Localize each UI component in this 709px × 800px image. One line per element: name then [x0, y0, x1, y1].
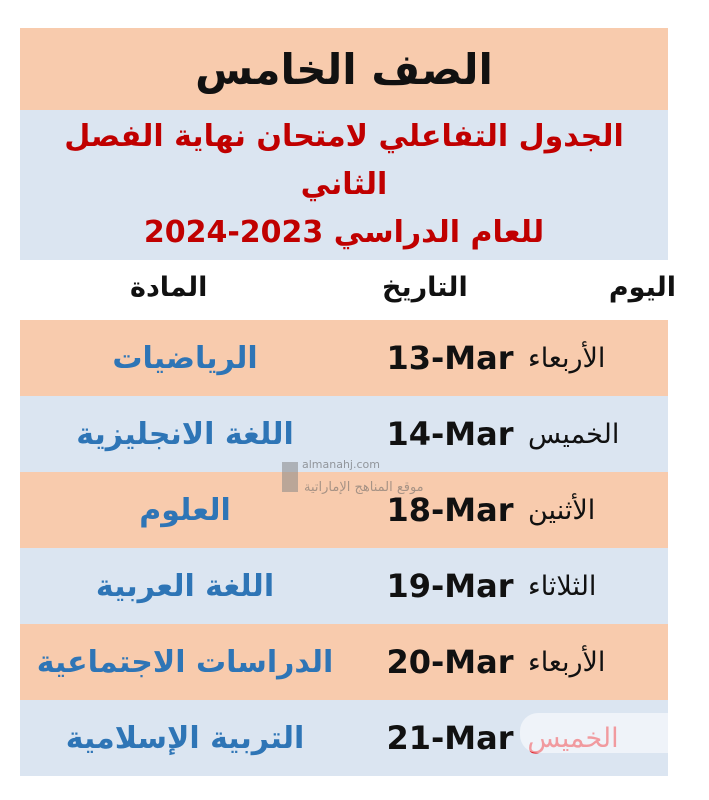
subject-cell: الرياضيات	[112, 340, 258, 376]
table-row	[20, 548, 668, 624]
column-header-day: اليوم	[608, 272, 676, 303]
subject-cell: اللغة الانجليزية	[76, 416, 294, 452]
date-cell: 20-Mar	[386, 643, 514, 681]
title-line-1: الجدول التفاعلي لامتحان نهاية الفصل الثاني	[64, 119, 624, 202]
watermark-url: almanahj.com	[302, 458, 380, 471]
subject-cell: التربية الإسلامية	[65, 720, 305, 756]
column-header-subject: المادة	[130, 272, 208, 303]
table-row	[20, 320, 668, 396]
date-cell: 13-Mar	[386, 339, 514, 377]
table-row	[20, 624, 668, 700]
column-header-date: التاريخ	[382, 272, 468, 303]
table-header	[20, 260, 676, 320]
date-cell: 19-Mar	[386, 567, 514, 605]
day-cell: الأربعاء	[528, 342, 606, 374]
subject-cell: الدراسات الاجتماعية	[36, 644, 334, 680]
date-cell: 14-Mar	[386, 415, 514, 453]
schedule-title	[20, 110, 668, 260]
day-cell: الثلاثاء	[528, 570, 597, 602]
table-row	[20, 396, 668, 472]
exam-schedule	[20, 28, 676, 776]
subject-cell: اللغة العربية	[95, 568, 275, 604]
day-cell: الأثنين	[528, 494, 596, 526]
watermark-text: موقع المناهج الإماراتية	[304, 480, 424, 495]
highlight-smudge	[520, 713, 705, 753]
subject-cell: العلوم	[139, 492, 231, 528]
grade-title: الصف الخامس	[20, 28, 668, 110]
day-cell: الأربعاء	[528, 646, 606, 678]
table-row	[20, 472, 668, 548]
date-cell: 18-Mar	[386, 491, 514, 529]
date-cell: 21-Mar	[386, 719, 514, 757]
title-line-2: للعام الدراسي 2023-2024	[143, 215, 545, 250]
day-cell: الخميس	[528, 418, 620, 450]
